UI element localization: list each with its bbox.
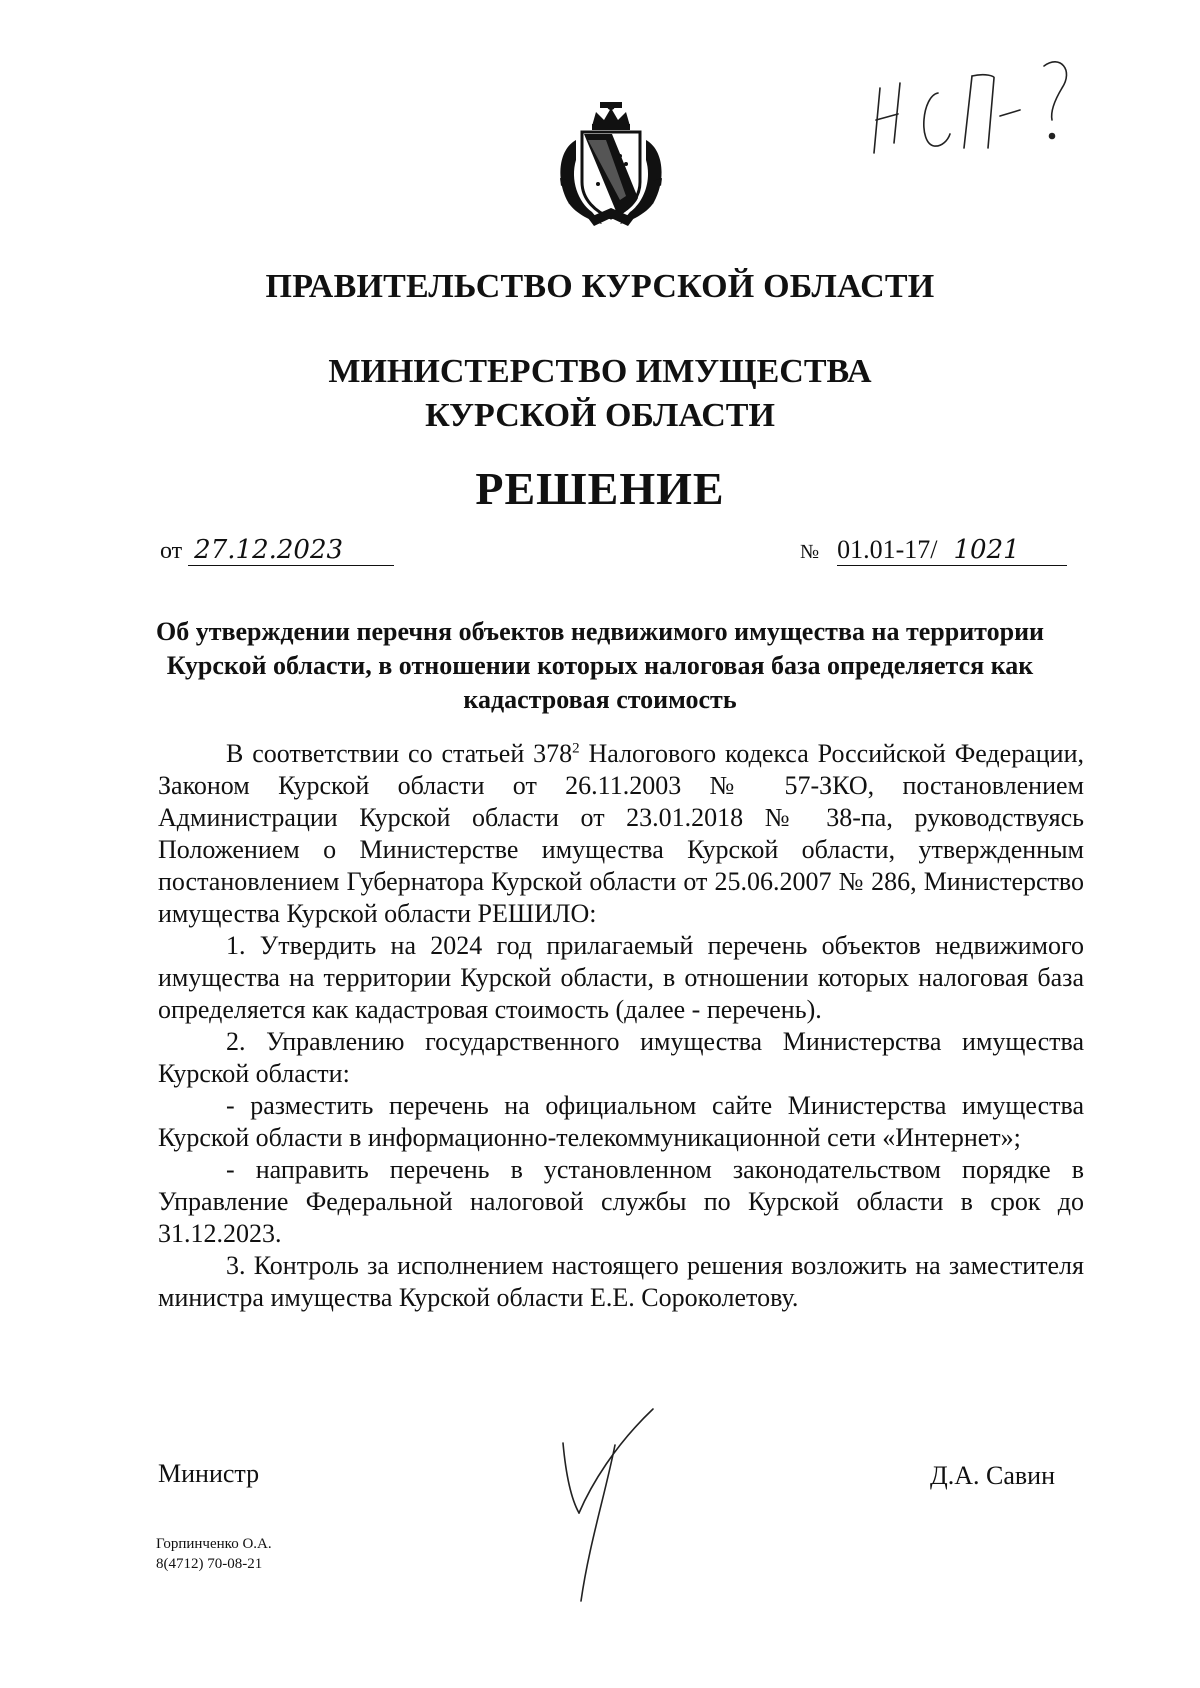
preamble-start: В соответствии со статьей 378	[226, 739, 573, 768]
ministry-title-line-1: МИНИСТЕРСТВО ИМУЩЕСТВА	[328, 353, 872, 390]
date-label: от	[160, 538, 183, 564]
government-title: ПРАВИТЕЛЬСТВО КУРСКОЙ ОБЛАСТИ	[265, 268, 935, 305]
signatory-title: Министр	[158, 1459, 260, 1488]
handwritten-signature	[555, 1405, 665, 1605]
paragraph-item-2: 2. Управлению государственного имущества Министерства имущества Курской области:	[158, 1027, 1084, 1088]
preamble-rest: Налогового кодекса Российской Федерации, Законом Курской области от 26.11.2003 № 57-ЗКО, постановлением Администрации Курской области от 23.01.2018 № 38-па, руководствуясь Положением о Министерстве имущества Курской области, утвержденным постановлением Губернатора Курской области от 25.06.2007 № 286, Министерство имущества Курской области РЕШИЛО:	[158, 739, 1084, 928]
executor-phone: 8(4712) 70-08-21	[156, 1556, 263, 1572]
number-label: №	[800, 541, 820, 563]
number-handwritten: 1021	[953, 535, 1020, 565]
article-superscript: 2	[572, 740, 580, 757]
paragraph-item-2-sub-2: - направить перечень в установленном законодательством порядке в Управление Федеральной налоговой службы по Курской области в срок до 31.12.2023.	[158, 1155, 1084, 1248]
number-prefix: 01.01-17/	[837, 535, 938, 564]
document-subject: Об утверждении перечня объектов недвижимого имущества на территории Курской области, в отношении которых налоговая база определяется как кадастровая стоимость	[155, 617, 1045, 714]
handwritten-corner-note	[860, 48, 1100, 158]
paragraph-item-1: 1. Утвердить на 2024 год прилагаемый перечень объектов недвижимого имущества на территории Курской области, в отношении которых налоговая база определяется как кадастровая стоимость (далее - перечень).	[158, 931, 1084, 1024]
executor-name: Горпинченко О.А.	[156, 1536, 272, 1552]
number-value	[837, 535, 1067, 566]
document-number	[800, 535, 1067, 566]
executor-info	[156, 1534, 272, 1574]
date-value: 27.12.2023	[188, 535, 394, 566]
ministry-title-line-2: КУРСКОЙ ОБЛАСТИ	[425, 397, 775, 434]
coat-of-arms-icon	[548, 100, 674, 228]
document-type: РЕШЕНИЕ	[475, 463, 725, 514]
ministry-title	[0, 350, 1200, 438]
paragraph-preamble	[158, 738, 1084, 930]
paragraph-item-2-sub-1: - разместить перечень на официальном сайте Министерства имущества Курской области в информационно-телекоммуникационной сети «Интернет»;	[158, 1091, 1084, 1152]
signatory-name: Д.А. Савин	[930, 1461, 1055, 1490]
paragraph-item-3: 3. Контроль за исполнением настоящего решения возложить на заместителя министра имущества Курской области Е.Е. Сороколетову.	[158, 1251, 1084, 1312]
document-body	[158, 738, 1084, 1314]
document-date	[160, 535, 394, 566]
